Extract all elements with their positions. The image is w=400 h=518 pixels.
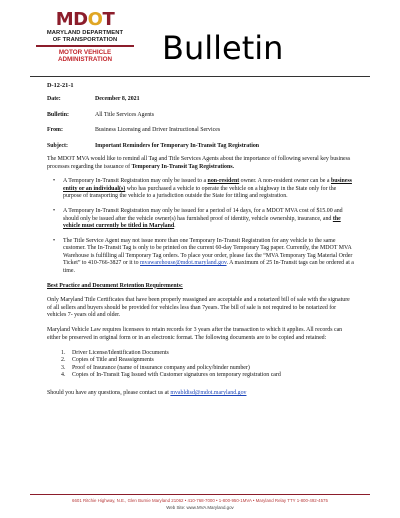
record-retention-paragraph: Maryland Vehicle Law requires licensees to retain records for 3 years after the transaction to which it applies. All records can either be preserved in original form or in an electronic format. The following documents are to be copied and retained: [47,327,343,341]
bullet-icon: • [53,178,56,185]
date-value: December 8, 2021 [95,96,140,102]
mdot-mva-logo [30,10,140,63]
reminder-list [47,178,355,275]
reminder-one-per-vehicle: • The Title Service Agent may not issue more than one Temporary In-Transit Registration for any vehicle to the same customer. The In-Transit Tag is only to be printed on the current 60-day Temporary Tag paper. Currently, the MDOT MVA Warehouse is fulfilling all Temporary Tag orders. To place your order, please fax the “MVA Temporary Tag Material Order Ticket” to 410-766-3827 or it to mvawarehouse@mdot.maryland.gov. A maximum of 25 In-Transit tags can be ordered at a time. [53,237,354,274]
bulletin-label: Bulletin: [47,111,69,118]
footer-address: 6601 Ritchie Highway, N.E., Glen Burnie Maryland 21062 • 410-768-7000 • 1-800-950-1MVA • Maryland Relay TTY 1-800-492-4575 [72,498,328,503]
memo-row-from [47,127,367,135]
footer-divider [30,494,370,495]
reminder-14-days: • A Temporary In-Transit Registration may only be issued for a period of 14 days, for a MDOT MVA cost of $15.00 and should only be issued after the vehicle owner(s) has furnished proof of identity, vehicle ownership, insurance, and the vehicle must currently be titled in Maryland. [53,208,343,230]
reminder-non-resident: • A Temporary In-Transit Registration may only be issued to a non-resident owner. A non-resident owner can be a business entity or an individual(s) who has purchased a vehicle to operate the vehicle on a highway in the State only for the purpose of transporting the vehicle to a jurisdiction outside the State for titling and registration. [53,178,352,200]
footer-website: Web Site: www.MVA.Maryland.gov [166,505,234,510]
memo-header [47,96,367,159]
document-item: 1. Driver License/Identification Documents [61,349,169,356]
date-label: Date: [47,96,61,102]
title-certificate-paragraph: Only Maryland Title Certificates that have been properly reassigned are acceptable and a notarized bill of sale with the signature of all sellers and buyers should be provided for vehicles less than 7years. The bill of sale is not required to be notarized for vehicles 7- years old and older. [47,297,350,319]
best-practice-heading: Best Practice and Document Retention Requirements: [47,282,183,289]
bulletin-id: D-12-21-1 [47,82,74,89]
mva-line-1: MOTOR VEHICLE [58,48,112,56]
bulletin-value: All Title Services Agents [95,111,155,118]
subject-label: Subject: [47,143,68,150]
dept-line-2: OF TRANSPORTATION [52,36,118,43]
header-divider [30,76,370,77]
dept-line-1: MARYLAND DEPARTMENT [46,30,124,36]
from-label: From: [47,127,63,134]
bullet-icon: • [53,208,56,215]
mdot-wordmark: MDOT [55,9,115,30]
retained-documents-list [47,350,355,380]
mva-line-2: ADMINISTRATION [57,55,113,63]
contact-paragraph: Should you have any questions, please contact us at mvabldisd@mdot.maryland.gov [47,389,247,396]
document-item: 4. Copies of In-Transit Tag Issued with Customer signatures on temporary registration card [61,372,281,379]
document-item: 2. Copies of Title and Reassignments [61,357,154,364]
warehouse-email-link[interactable]: mvawarehouse@mdot.maryland.gov [140,260,227,267]
from-value: Business Licensing and Driver Instructional Services [95,127,221,134]
document-item: 3. Proof of Insurance (name of insurance company and policy/binder number) [61,364,250,371]
bullet-icon: • [53,237,56,244]
contact-email-link[interactable]: mvabldisd@mdot.maryland.gov [170,389,247,396]
bulletin-title: Bulletin [162,29,284,67]
memo-row-date [47,96,367,104]
logo-divider [36,45,134,47]
memo-row-subject [47,143,367,151]
memo-row-bulletin [47,112,367,120]
subject-value: Important Reminders for Temporary In-Transit Tag Registration [95,143,260,150]
bulletin-body [47,156,355,405]
intro-paragraph: The MDOT MVA would like to remind all Tag and Title Services Agents about the importance of following several key business processes regarding the issuance of Temporary In-Transit Tag Registrations. [47,156,351,170]
